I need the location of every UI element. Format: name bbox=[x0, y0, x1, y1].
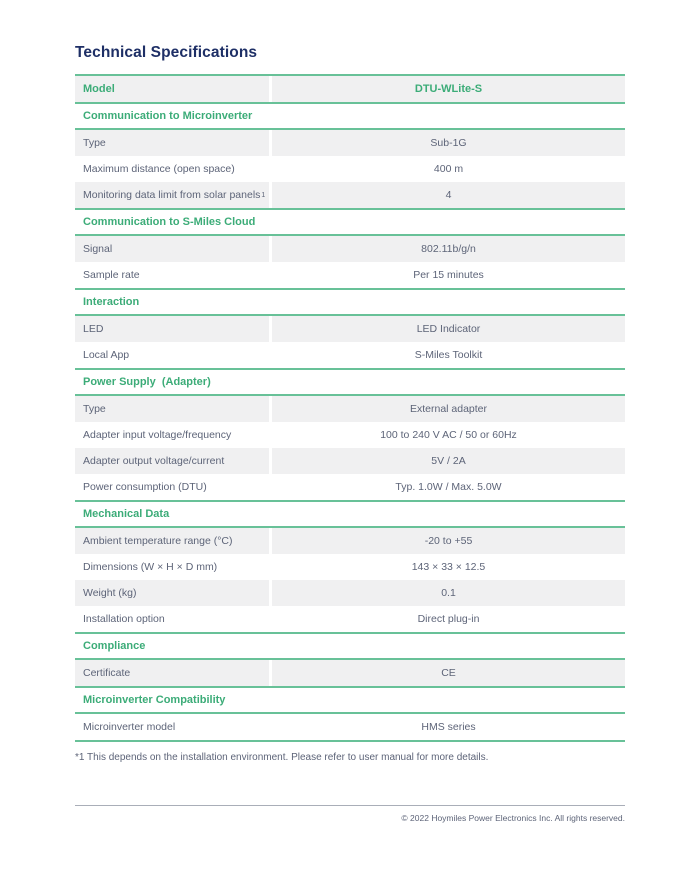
footnote-marker: 1 bbox=[261, 191, 266, 199]
spec-row-value: S-Miles Toolkit bbox=[414, 349, 483, 361]
spec-row-label: Weight (kg) bbox=[75, 580, 269, 606]
section-title: Microinverter Compatibility bbox=[75, 686, 625, 714]
spec-row bbox=[75, 714, 625, 740]
spec-row-label: LED bbox=[75, 316, 269, 342]
page-title: Technical Specifications bbox=[75, 44, 258, 61]
spec-row bbox=[75, 316, 625, 342]
table-section bbox=[75, 500, 625, 632]
table-section bbox=[75, 102, 625, 208]
spec-row-value: CE bbox=[272, 660, 625, 686]
spec-row bbox=[75, 342, 625, 368]
spec-row-value: Per 15 minutes bbox=[413, 269, 484, 281]
spec-row bbox=[75, 262, 625, 288]
spec-row bbox=[75, 156, 625, 182]
content-area bbox=[75, 44, 625, 763]
spec-row-label: Dimensions (W × H × D mm) bbox=[83, 561, 218, 573]
spec-row-label: Local App bbox=[83, 349, 130, 361]
table-section bbox=[75, 368, 625, 500]
spec-row-label: Microinverter model bbox=[83, 721, 176, 733]
spec-row bbox=[75, 606, 625, 632]
table-section bbox=[75, 632, 625, 686]
spec-row-label: Type bbox=[75, 130, 269, 156]
spec-row bbox=[75, 580, 625, 606]
spec-row bbox=[75, 474, 625, 500]
table-header-model-label: Model bbox=[75, 76, 269, 102]
spec-row-value: 0.1 bbox=[272, 580, 625, 606]
spec-row-value: LED Indicator bbox=[272, 316, 625, 342]
section-title: Interaction bbox=[75, 288, 625, 316]
section-title: Mechanical Data bbox=[75, 500, 625, 528]
spec-row bbox=[75, 554, 625, 580]
table-section bbox=[75, 686, 625, 740]
spec-row bbox=[75, 130, 625, 156]
spec-row-value: 4 bbox=[272, 182, 625, 208]
spec-row-value: -20 to +55 bbox=[272, 528, 625, 554]
spec-row bbox=[75, 236, 625, 262]
spec-row-value: 802.11b/g/n bbox=[272, 236, 625, 262]
section-title: Communication to Microinverter bbox=[75, 102, 625, 130]
spec-row-label: Sample rate bbox=[83, 269, 140, 281]
spec-row-value: Direct plug-in bbox=[417, 613, 480, 625]
section-title: Communication to S-Miles Cloud bbox=[75, 208, 625, 236]
spec-row bbox=[75, 422, 625, 448]
spec-row bbox=[75, 182, 625, 208]
spec-row-label: Power consumption (DTU) bbox=[83, 481, 207, 493]
spec-row-label: Adapter output voltage/current bbox=[75, 448, 269, 474]
spec-row bbox=[75, 660, 625, 686]
spec-table bbox=[75, 74, 625, 742]
spec-row bbox=[75, 528, 625, 554]
spec-row-value: Sub-1G bbox=[272, 130, 625, 156]
spec-row-label: Certificate bbox=[75, 660, 269, 686]
spec-row-value: External adapter bbox=[272, 396, 625, 422]
spec-row-label: Type bbox=[75, 396, 269, 422]
spec-row-label: Adapter input voltage/frequency bbox=[83, 429, 232, 441]
spec-row-value: 5V / 2A bbox=[272, 448, 625, 474]
table-section bbox=[75, 288, 625, 368]
spec-row-value: Typ. 1.0W / Max. 5.0W bbox=[395, 481, 502, 493]
section-title: Compliance bbox=[75, 632, 625, 660]
spec-row-label: Maximum distance (open space) bbox=[83, 163, 235, 175]
table-header-model-value: DTU-WLite-S bbox=[272, 76, 625, 102]
table-header-row bbox=[75, 76, 625, 102]
spec-row-label: Ambient temperature range (°C) bbox=[75, 528, 269, 554]
spec-row-value: 100 to 240 V AC / 50 or 60Hz bbox=[380, 429, 517, 441]
section-title: Power Supply (Adapter) bbox=[75, 368, 625, 396]
spec-row-label: Monitoring data limit from solar panels 1 bbox=[75, 182, 269, 208]
page-footer bbox=[75, 805, 625, 823]
spec-row bbox=[75, 448, 625, 474]
footer-divider bbox=[75, 805, 625, 806]
spec-row-value: 143 × 33 × 12.5 bbox=[411, 561, 486, 573]
spec-row-value: HMS series bbox=[421, 721, 476, 733]
copyright-text: © 2022 Hoymiles Power Electronics Inc. All rights reserved. bbox=[401, 813, 625, 823]
spec-row-label: Signal bbox=[75, 236, 269, 262]
table-section bbox=[75, 208, 625, 288]
table-sections bbox=[75, 102, 625, 740]
spec-row bbox=[75, 396, 625, 422]
spec-row-label: Installation option bbox=[83, 613, 165, 625]
spec-row-value: 400 m bbox=[433, 163, 464, 175]
footnote: *1 This depends on the installation environment. Please refer to user manual for more details. bbox=[75, 752, 489, 763]
